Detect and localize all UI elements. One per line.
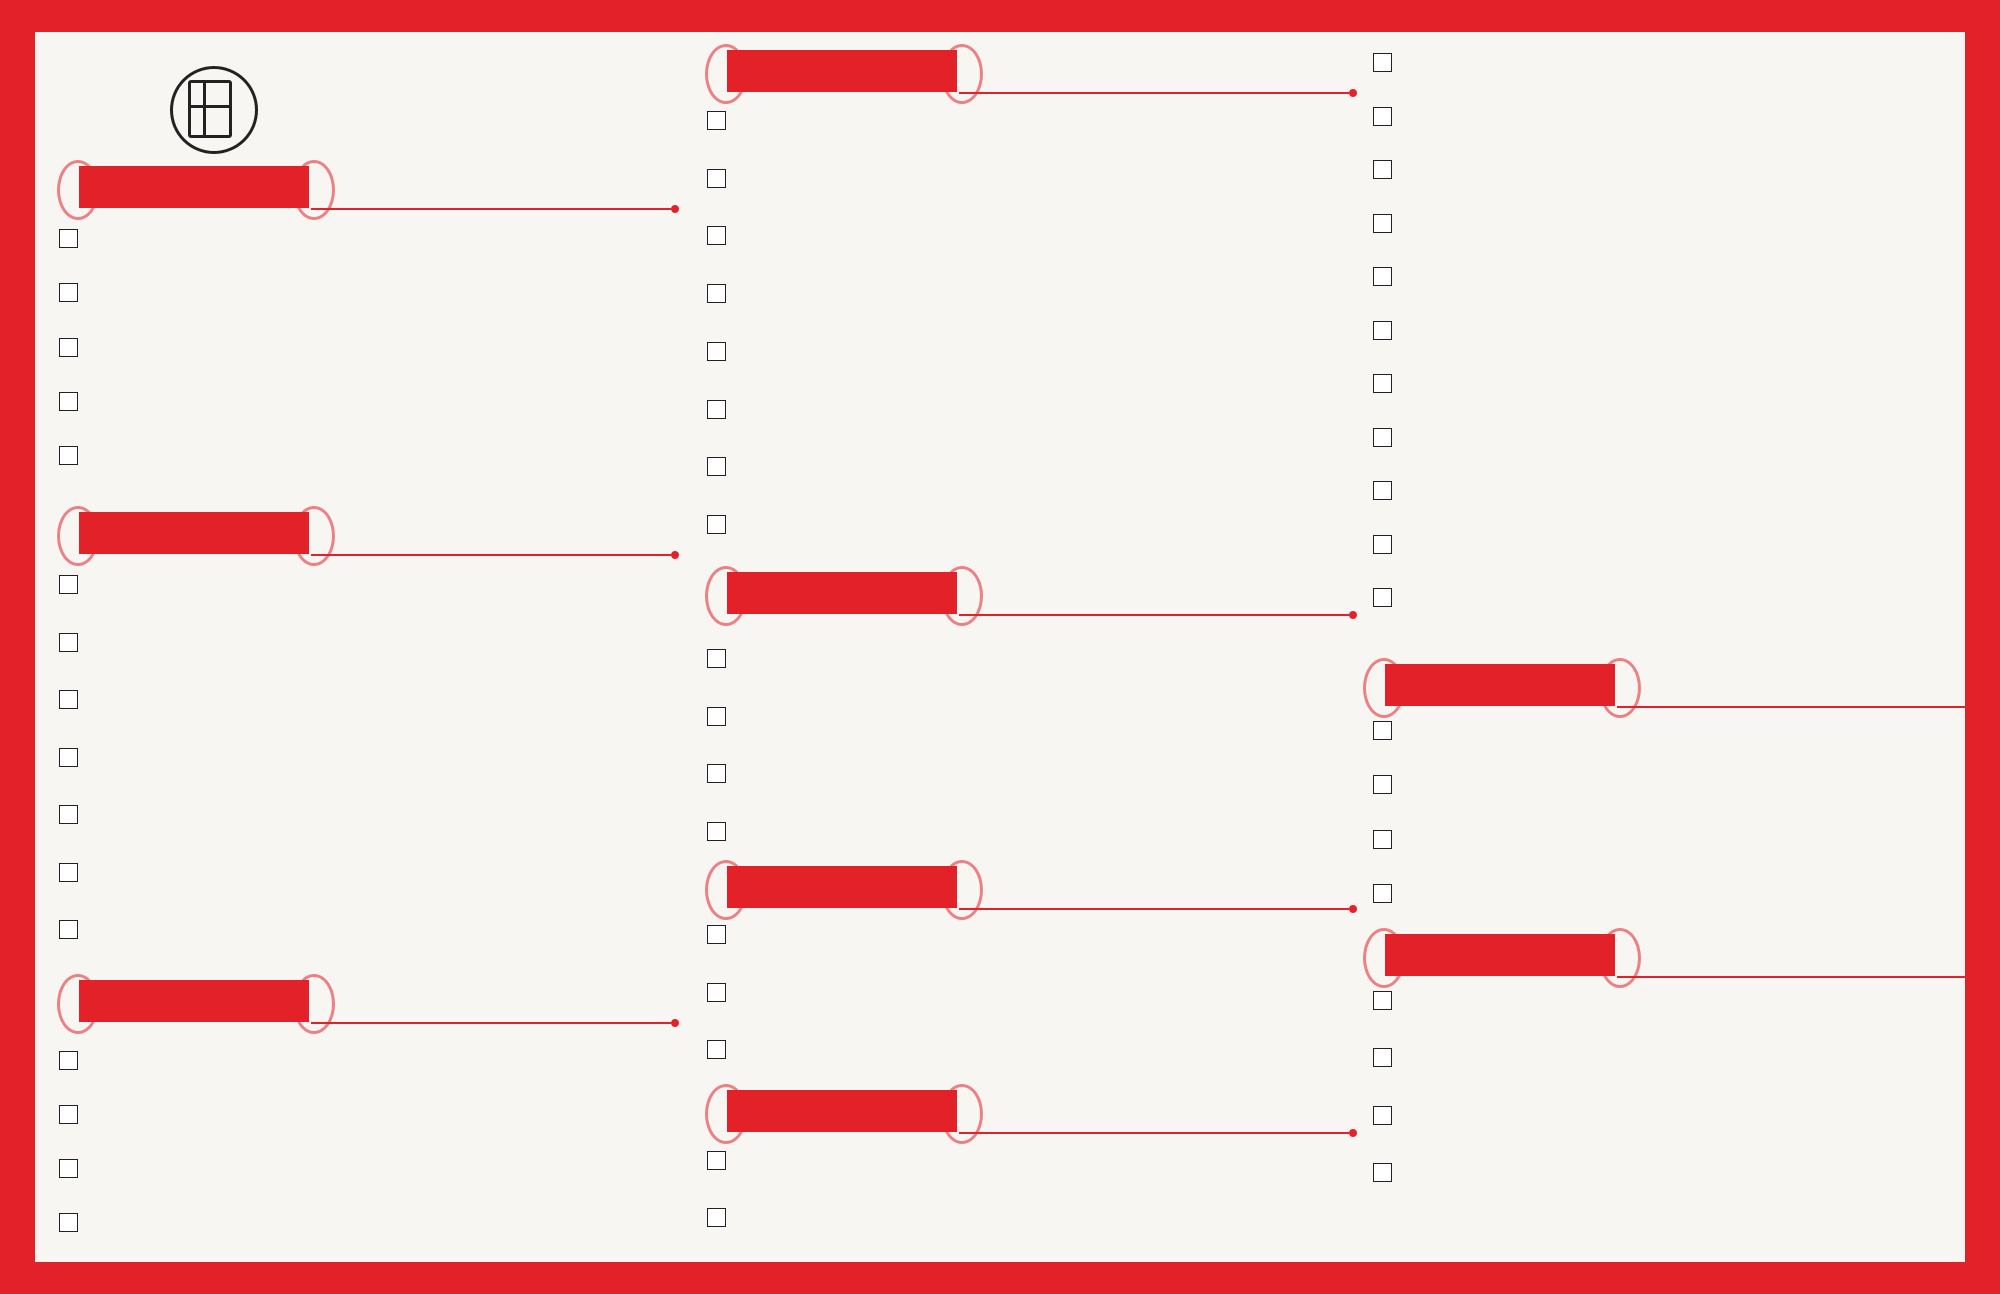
menu-item[interactable] [1373,365,1945,419]
section-title-cn [79,512,309,554]
menu-item[interactable] [1373,419,1945,473]
item-checkbox[interactable] [1373,991,1392,1010]
item-checkbox[interactable] [59,633,78,652]
item-checkbox[interactable] [707,1151,726,1170]
section-title-cn [1385,664,1615,706]
item-checkbox[interactable] [1373,53,1392,72]
section-title-cn [79,166,309,208]
section-header-meat [57,504,757,562]
item-checkbox[interactable] [707,925,726,944]
menu-item[interactable] [1373,1039,1945,1093]
menu-item[interactable] [1373,712,1945,766]
item-checkbox[interactable] [1373,107,1392,126]
menu-item[interactable] [59,911,680,965]
item-checkbox[interactable] [707,822,726,841]
section-header-chicken [705,42,1405,100]
menu-item[interactable] [707,640,1328,694]
menu-item[interactable] [707,813,1328,867]
menu-item[interactable] [707,448,1328,502]
section-rule [1617,976,2000,978]
menu-item[interactable] [707,391,1328,445]
section-rule-dot [671,551,679,559]
item-checkbox[interactable] [59,575,78,594]
item-checkbox[interactable] [1373,884,1392,903]
item-checkbox[interactable] [59,446,78,465]
section-rule-dot [1349,89,1357,97]
menu-item[interactable] [1373,1097,1945,1151]
item-checkbox[interactable] [707,649,726,668]
menu-item[interactable] [59,1150,680,1204]
item-checkbox[interactable] [1373,374,1392,393]
menu-item[interactable] [707,160,1328,214]
section-header-bacon [57,972,757,1030]
menu-item[interactable] [59,681,680,735]
menu-item[interactable] [1373,472,1945,526]
section-header-egg [705,564,1405,622]
section-rule-dot [671,1019,679,1027]
item-checkbox[interactable] [59,920,78,939]
item-checkbox[interactable] [59,1051,78,1070]
logo-door-icon [188,80,232,138]
section-rule [959,92,1349,94]
item-checkbox[interactable] [707,764,726,783]
item-checkbox[interactable] [1373,721,1392,740]
item-checkbox[interactable] [707,400,726,419]
section-title-cn [79,980,309,1022]
menu-item[interactable] [707,333,1328,387]
menu-item[interactable] [59,566,680,620]
menu-item[interactable] [59,624,680,678]
menu-item[interactable] [59,854,680,908]
menu-item[interactable] [1373,982,1945,1036]
menu-item[interactable] [59,437,680,491]
menu-item[interactable] [707,755,1328,809]
menu-item[interactable] [707,916,1328,970]
item-checkbox[interactable] [1373,775,1392,794]
item-checkbox[interactable] [59,690,78,709]
item-checkbox[interactable] [59,863,78,882]
item-checkbox[interactable] [59,229,78,248]
item-checkbox[interactable] [707,1208,726,1227]
menu-item[interactable] [1373,205,1945,259]
section-header-small-fried [705,1082,1405,1140]
menu-item[interactable] [59,1204,680,1258]
menu-page [35,32,1965,1262]
item-checkbox[interactable] [707,515,726,534]
section-rule [959,1132,1349,1134]
section-title-cn [727,866,957,908]
section-rule [959,908,1349,910]
menu-item[interactable] [1373,766,1945,820]
item-checkbox[interactable] [707,226,726,245]
section-rule [959,614,1349,616]
item-checkbox[interactable] [59,392,78,411]
section-header-fish [57,158,757,216]
item-checkbox[interactable] [59,1213,78,1232]
menu-item[interactable] [59,796,680,850]
menu-item[interactable] [707,217,1328,271]
item-checkbox[interactable] [707,342,726,361]
menu-item[interactable] [1373,579,1945,633]
menu-item[interactable] [707,102,1328,156]
menu-item[interactable] [707,275,1328,329]
item-checkbox[interactable] [1373,321,1392,340]
item-checkbox[interactable] [1373,214,1392,233]
item-checkbox[interactable] [1373,160,1392,179]
section-rule-dot [671,205,679,213]
menu-item[interactable] [1373,1154,1945,1208]
menu-item[interactable] [707,698,1328,752]
item-checkbox[interactable] [59,338,78,357]
item-checkbox[interactable] [707,169,726,188]
menu-item[interactable] [59,739,680,793]
menu-item[interactable] [707,506,1328,560]
menu-item[interactable] [59,1096,680,1150]
menu-item[interactable] [59,329,680,383]
item-checkbox[interactable] [707,457,726,476]
item-checkbox[interactable] [1373,1106,1392,1125]
section-title-cn [727,572,957,614]
section-rule [311,554,671,556]
section-rule [1617,706,2000,708]
item-checkbox[interactable] [707,707,726,726]
menu-item[interactable] [707,974,1328,1028]
menu-item[interactable] [1373,44,1945,98]
menu-item[interactable] [1373,875,1945,929]
item-checkbox[interactable] [59,748,78,767]
menu-item[interactable] [1373,98,1945,152]
item-checkbox[interactable] [59,1159,78,1178]
section-header-tofu [1363,926,2000,984]
menu-item[interactable] [59,1042,680,1096]
item-checkbox[interactable] [1373,428,1392,447]
section-rule [311,1022,671,1024]
menu-item[interactable] [707,1199,1328,1253]
section-rule-dot [1349,905,1357,913]
item-checkbox[interactable] [707,1040,726,1059]
section-rule-dot [1349,611,1357,619]
section-rule [311,208,671,210]
menu-item[interactable] [1373,526,1945,580]
item-checkbox[interactable] [1373,588,1392,607]
item-checkbox[interactable] [707,983,726,1002]
section-title-cn [727,1090,957,1132]
menu-item[interactable] [1373,821,1945,875]
menu-item[interactable] [1373,151,1945,205]
menu-item[interactable] [59,383,680,437]
menu-item[interactable] [1373,258,1945,312]
section-header-beef [1363,656,2000,714]
section-rule-dot [1349,1129,1357,1137]
item-checkbox[interactable] [1373,535,1392,554]
menu-item[interactable] [707,1031,1328,1085]
item-checkbox[interactable] [1373,1048,1392,1067]
item-checkbox[interactable] [1373,481,1392,500]
menu-item[interactable] [59,220,680,274]
item-checkbox[interactable] [707,111,726,130]
section-title-cn [1385,934,1615,976]
section-title-cn [727,50,957,92]
item-checkbox[interactable] [1373,830,1392,849]
menu-item[interactable] [707,1142,1328,1196]
menu-item[interactable] [59,274,680,328]
item-checkbox[interactable] [59,1105,78,1124]
item-checkbox[interactable] [1373,1163,1392,1182]
item-checkbox[interactable] [1373,267,1392,286]
item-checkbox[interactable] [707,284,726,303]
item-checkbox[interactable] [59,283,78,302]
item-checkbox[interactable] [59,805,78,824]
menu-item[interactable] [1373,312,1945,366]
